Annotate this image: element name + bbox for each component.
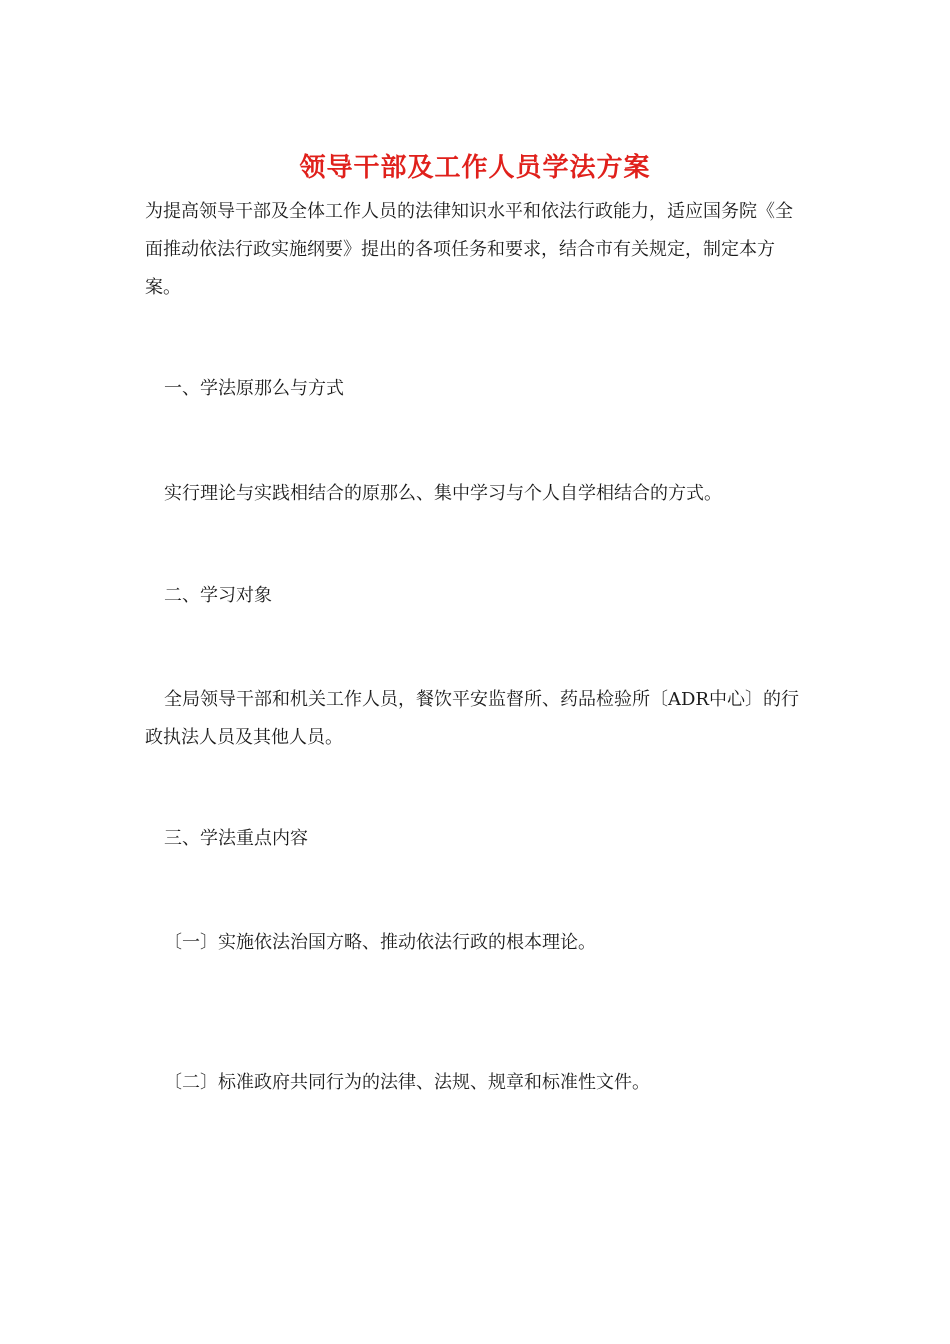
section-heading-content: 三、学法重点内容 <box>164 828 308 849</box>
document-title: 领导干部及工作人员学法方案 <box>299 153 651 183</box>
content-item-2: 〔二〕标准政府共同行为的法律、法规、规章和标准性文件。 <box>164 1072 650 1093</box>
section-heading-principles: 一、学法原那么与方式 <box>164 378 344 399</box>
intro-paragraph: 为提高领导干部及全体工作人员的法律知识水平和依法行政能力，适应国务院《全面推动依法行政实施纲要》提出的各项任务和要求，结合市有关规定，制定本方案。 <box>145 201 793 298</box>
section-heading-targets: 二、学习对象 <box>164 585 272 606</box>
section-body-targets: 全局领导干部和机关工作人员，餐饮平安监督所、药品检验所〔ADR中心〕的行政执法人员及其他人员。 <box>145 689 799 748</box>
content-item-1: 〔一〕实施依法治国方略、推动依法行政的根本理论。 <box>164 932 596 953</box>
section-body-principles: 实行理论与实践相结合的原那么、集中学习与个人自学相结合的方式。 <box>164 483 722 504</box>
